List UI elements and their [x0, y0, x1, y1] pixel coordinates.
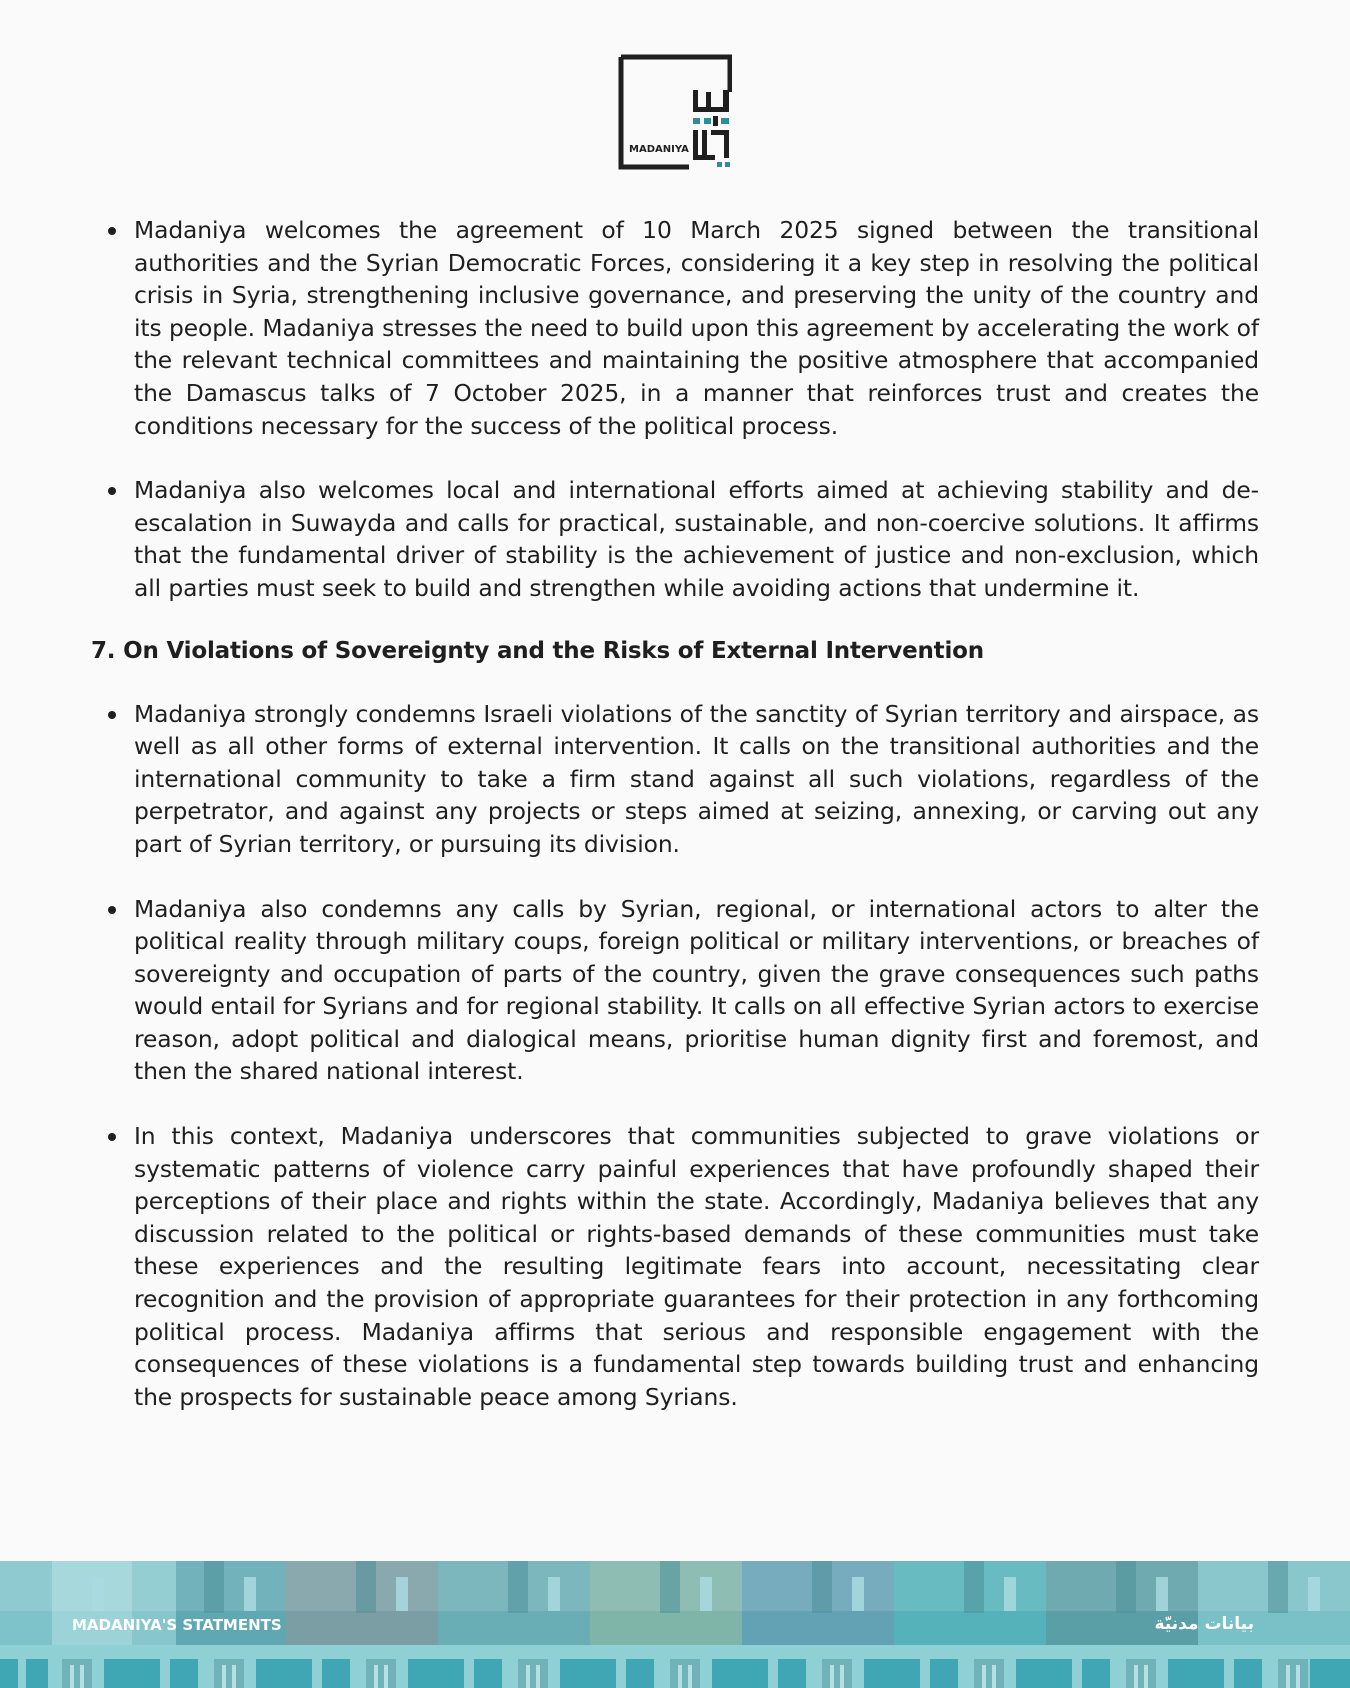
bullet-list-section [91, 698, 1259, 1414]
list-item: In this context, Madaniya underscores that communities subjected to grave violations or systematic patterns of violence carry painful experiences that have profoundly shaped their perceptions of their place and rights within the state. Accordingly, Madaniya believes that any discussion related to the political or rights-based demands of these communities must take these experiences and the resulting legitimate fears into account, necessitating clear recognition and the provision of appropriate guarantees for their protection in any forthcoming political process. Madaniya affirms that serious and responsible engagement with the consequences of these violations is a fundamental step towards building trust and enhancing the prospects for sustainable peace among Syrians. [91, 1120, 1259, 1413]
madaniya-logo [618, 54, 732, 170]
statement-body [91, 214, 1259, 1445]
list-item: Madaniya strongly condemns Israeli violations of the sanctity of Syrian territory and airspace, as well as all other forms of external intervention. It calls on the transitional authorities and the international community to take a firm stand against all such violations, regardless of the perpetrator, and against any projects or steps aimed at seizing, annexing, or carving out any part of Syrian territory, or pursuing its division. [91, 698, 1259, 861]
footer-series-label: MADANIYA'S STATMENTS [72, 1616, 282, 1634]
list-item: Madaniya also welcomes local and international efforts aimed at achieving stability and de-escalation in Suwayda and calls for practical, sustainable, and non-coercive solutions. It affirms that the fundamental driver of stability is the achievement of justice and non-exclusion, which all parties must seek to build and strengthen while avoiding actions that undermine it. [91, 474, 1259, 604]
list-item: Madaniya also condemns any calls by Syrian, regional, or international actors to alter the political reality through military coups, foreign political or military interventions, or breaches of sovereignty and occupation of parts of the country, given the grave consequences such paths would entail for Syrians and for regional stability. It calls on all effective Syrian actors to exercise reason, adopt political and dialogical means, prioritise human dignity first and foremost, and then the shared national interest. [91, 893, 1259, 1089]
list-item: Madaniya welcomes the agreement of 10 March 2025 signed between the transitional authorities and the Syrian Democratic Forces, considering it a key step in resolving the political crisis in Syria, strengthening inclusive governance, and preserving the unity of the country and its people. Madaniya stresses the need to build upon this agreement by accelerating the work of the relevant technical committees and maintaining the positive atmosphere that accompanied the Damascus talks of 7 October 2025, in a manner that reinforces trust and creates the conditions necessary for the success of the political process. [91, 214, 1259, 442]
footer-arabic-label: بيانات مدنيّة [1154, 1614, 1254, 1634]
bullet-list-top [91, 214, 1259, 605]
section-heading: 7. On Violations of Sovereignty and the Risks of External Intervention [91, 637, 984, 664]
logo-wordmark: MADANIYA [629, 144, 689, 155]
